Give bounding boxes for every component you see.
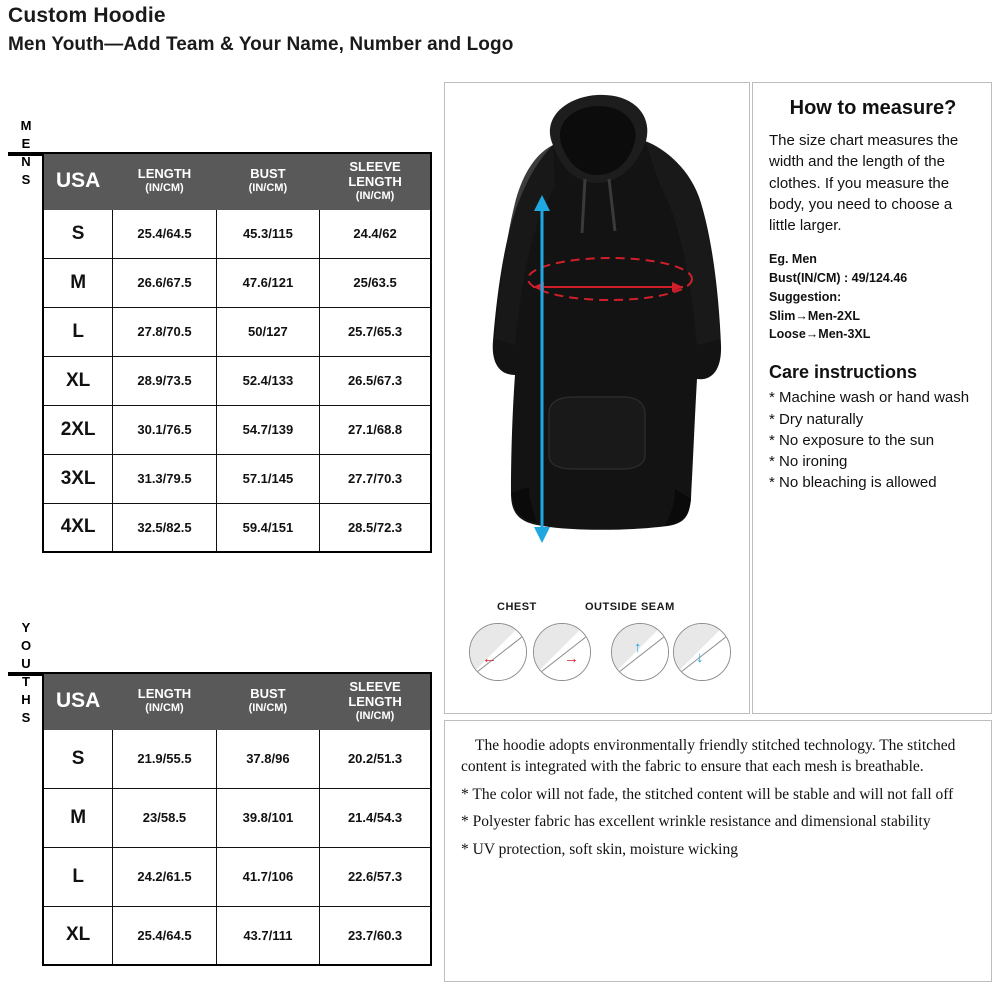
how-to-measure-title: How to measure? — [789, 97, 957, 119]
cell-size: M — [43, 258, 113, 307]
cell-bust: 39.8/101 — [216, 788, 319, 847]
cell-bust: 54.7/139 — [216, 405, 319, 454]
cell-size: S — [43, 729, 113, 788]
cell-length: 25.4/64.5 — [113, 209, 216, 258]
table-header-row — [43, 153, 431, 209]
column-header-sleeve-label: SLEEVE LENGTH — [348, 159, 402, 189]
hoodie-diagram-panel — [444, 82, 750, 714]
table-row — [43, 788, 431, 847]
cell-size: L — [43, 307, 113, 356]
cell-sleeve: 24.4/62 — [320, 209, 431, 258]
page-header — [8, 4, 513, 56]
column-header-length — [113, 153, 216, 209]
seam-up-arrow-icon: ↑ — [611, 623, 669, 681]
cell-bust: 59.4/151 — [216, 503, 319, 552]
cell-sleeve: 26.5/67.3 — [320, 356, 431, 405]
table-row — [43, 209, 431, 258]
mens-group-label-text: MENS — [18, 118, 34, 190]
column-header-length-unit: (IN/CM) — [145, 182, 184, 195]
column-header-length — [113, 673, 216, 729]
column-header-sleeve — [320, 673, 431, 729]
note-line: * Polyester fabric has excellent wrinkle resistance and dimensional stability — [461, 813, 931, 831]
cell-size: 4XL — [43, 503, 113, 552]
cell-bust: 57.1/145 — [216, 454, 319, 503]
cell-bust: 41.7/106 — [216, 847, 319, 906]
cell-sleeve: 27.1/68.8 — [320, 405, 431, 454]
cell-bust: 50/127 — [216, 307, 319, 356]
example-line: Bust(IN/CM) : 49/124.46 — [769, 271, 908, 286]
cell-bust: 43.7/111 — [216, 906, 319, 965]
table-row — [43, 729, 431, 788]
page-title: Custom Hoodie — [8, 4, 166, 27]
example-line: Eg. Men — [769, 252, 817, 267]
mens-size-table — [42, 152, 432, 553]
column-header-usa-label: USA — [55, 169, 101, 193]
table-row — [43, 405, 431, 454]
note-line: * The color will not fade, the stitched content will be stable and will not fall off — [461, 785, 954, 803]
column-header-bust-label: BUST — [250, 686, 286, 702]
cell-sleeve: 27.7/70.3 — [320, 454, 431, 503]
column-header-bust-unit: (IN/CM) — [248, 702, 288, 715]
note-line: * UV protection, soft skin, moisture wicking — [461, 840, 738, 858]
column-header-bust — [216, 673, 319, 729]
cell-size: S — [43, 209, 113, 258]
example-line: Loose→Men-3XL — [769, 327, 871, 342]
outside-seam-label: OUTSIDE SEAM — [585, 601, 675, 613]
table-row — [43, 307, 431, 356]
page-subtitle: Men Youth—Add Team & Your Name, Number and Logo — [8, 34, 514, 55]
column-header-sleeve-unit: (IN/CM) — [355, 189, 395, 202]
how-to-measure-body: The size chart measures the width and the length of the clothes. If you measure the body, you need to choose a little larger. — [769, 132, 959, 235]
measure-example — [769, 250, 977, 344]
example-line: Suggestion: — [769, 289, 842, 304]
column-header-sleeve-unit: (IN/CM) — [355, 709, 395, 722]
measure-icon-row — [445, 623, 750, 689]
fabric-notes-panel — [444, 720, 992, 982]
cell-size: 3XL — [43, 454, 113, 503]
column-header-bust-unit: (IN/CM) — [248, 182, 288, 195]
cell-length: 25.4/64.5 — [113, 906, 216, 965]
care-instructions-title: Care instructions — [769, 362, 918, 383]
seam-down-arrow-icon: ↓ — [673, 623, 731, 681]
cell-size: 2XL — [43, 405, 113, 454]
example-line: Slim→Men-2XL — [769, 308, 860, 323]
cell-size: XL — [43, 356, 113, 405]
cell-bust: 47.6/121 — [216, 258, 319, 307]
cell-length: 21.9/55.5 — [113, 729, 216, 788]
table-row — [43, 356, 431, 405]
column-header-sleeve — [320, 153, 431, 209]
care-item: * Machine wash or hand wash — [769, 389, 970, 407]
cell-length: 27.8/70.5 — [113, 307, 216, 356]
cell-sleeve: 25.7/65.3 — [320, 307, 431, 356]
column-header-bust-label: BUST — [250, 166, 286, 182]
cell-size: L — [43, 847, 113, 906]
note-line: The hoodie adopts environmentally friendly stitched technology. The stitched content is integrated with the fabric to ensure that each mesh is breathable. — [461, 737, 956, 776]
cell-length: 31.3/79.5 — [113, 454, 216, 503]
table-row — [43, 454, 431, 503]
column-header-bust — [216, 153, 319, 209]
column-header-usa — [43, 153, 113, 209]
cell-length: 28.9/73.5 — [113, 356, 216, 405]
column-header-usa-label: USA — [55, 689, 101, 713]
cell-length: 32.5/82.5 — [113, 503, 216, 552]
youths-group-label-text: YOUTHS — [18, 620, 34, 728]
cell-sleeve: 21.4/54.3 — [320, 788, 431, 847]
care-instructions-list — [769, 387, 977, 493]
table-row — [43, 503, 431, 552]
care-item: * No ironing — [769, 453, 848, 471]
how-to-measure-panel — [752, 82, 992, 714]
cell-length: 26.6/67.5 — [113, 258, 216, 307]
cell-sleeve: 28.5/72.3 — [320, 503, 431, 552]
column-header-length-label: LENGTH — [137, 166, 192, 182]
hoodie-illustration — [445, 83, 750, 603]
youths-size-table — [42, 672, 432, 966]
care-item: * No exposure to the sun — [769, 431, 935, 449]
cell-length: 23/58.5 — [113, 788, 216, 847]
care-item: * Dry naturally — [769, 410, 864, 428]
cell-bust: 37.8/96 — [216, 729, 319, 788]
cell-size: XL — [43, 906, 113, 965]
table-header-row — [43, 673, 431, 729]
chest-label: CHEST — [497, 601, 537, 613]
cell-sleeve: 23.7/60.3 — [320, 906, 431, 965]
chest-right-arrow-icon: → — [533, 623, 591, 681]
column-header-usa — [43, 673, 113, 729]
youths-group-label — [8, 620, 42, 728]
cell-sleeve: 22.6/57.3 — [320, 847, 431, 906]
cell-size: M — [43, 788, 113, 847]
table-row — [43, 906, 431, 965]
care-item: * No bleaching is allowed — [769, 474, 937, 492]
cell-sleeve: 20.2/51.3 — [320, 729, 431, 788]
cell-sleeve: 25/63.5 — [320, 258, 431, 307]
cell-length: 24.2/61.5 — [113, 847, 216, 906]
cell-bust: 45.3/115 — [216, 209, 319, 258]
mens-group-label — [8, 118, 42, 190]
column-header-sleeve-label: SLEEVE LENGTH — [348, 679, 402, 709]
table-row — [43, 258, 431, 307]
cell-length: 30.1/76.5 — [113, 405, 216, 454]
column-header-length-unit: (IN/CM) — [145, 702, 184, 715]
chest-left-arrow-icon: ← — [469, 623, 527, 681]
cell-bust: 52.4/133 — [216, 356, 319, 405]
column-header-length-label: LENGTH — [137, 686, 192, 702]
table-row — [43, 847, 431, 906]
